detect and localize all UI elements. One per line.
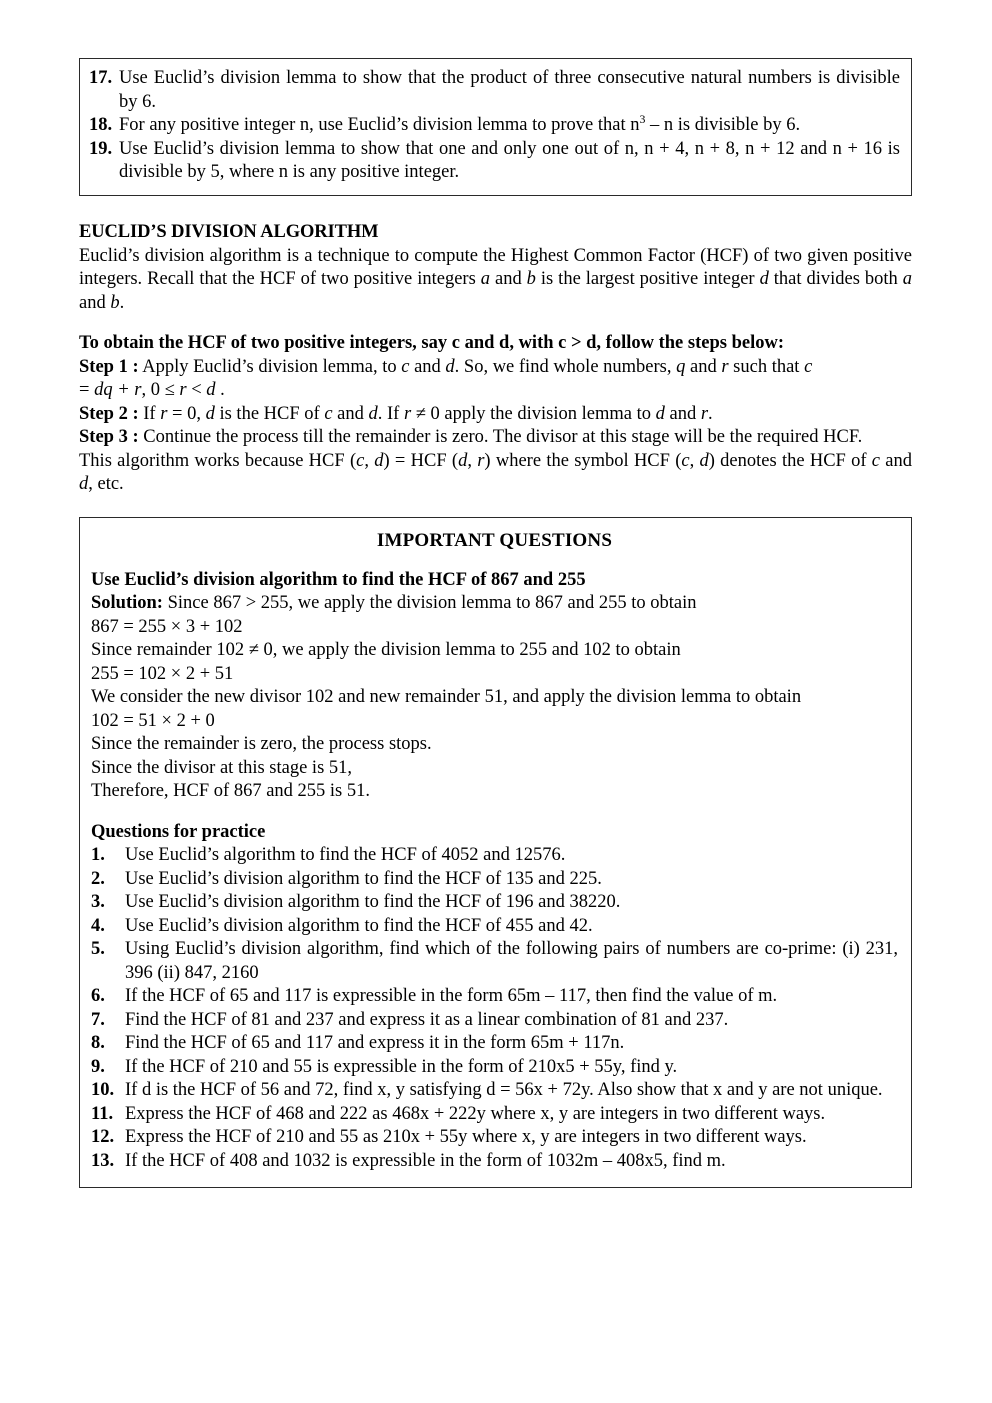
list-item bbox=[91, 1079, 898, 1103]
step-2-text: . If bbox=[377, 403, 404, 424]
var-b: b bbox=[110, 292, 120, 313]
spacer bbox=[91, 804, 898, 821]
list-item-text: Find the HCF of 65 and 117 and express it in the form 65m + 117n. bbox=[125, 1033, 625, 1053]
section-heading-euclids-division-algorithm: EUCLID’S DIVISION ALGORITHM bbox=[79, 221, 379, 242]
list-item bbox=[89, 111, 900, 138]
var-r: r bbox=[403, 403, 412, 424]
step-2-text: and bbox=[332, 403, 369, 424]
list-item-text: Use Euclid’s division algorithm to find the HCF of 196 and 38220. bbox=[125, 892, 621, 912]
paragraph-text: and bbox=[79, 292, 111, 313]
formula-dq-r: dq + r bbox=[94, 380, 142, 400]
step-3 bbox=[79, 426, 912, 450]
list-item bbox=[89, 138, 900, 185]
var-d: d bbox=[445, 356, 455, 377]
var-b: b bbox=[526, 269, 536, 289]
var-d: d bbox=[759, 269, 769, 289]
algorithm-closing-paragraph bbox=[79, 450, 912, 497]
practice-heading: Questions for practice bbox=[91, 821, 266, 842]
important-questions-title: IMPORTANT QUESTIONS bbox=[376, 529, 613, 551]
list-item bbox=[91, 938, 898, 985]
var-c: c bbox=[356, 450, 365, 471]
exponent: 3 bbox=[639, 111, 646, 126]
list-item-text: Express the HCF of 468 and 222 as 468x + 222y where x, y are integers in two different ways. bbox=[125, 1103, 826, 1124]
var-d: d bbox=[206, 380, 216, 400]
solution-first-line: Since 867 > 255, we apply the division lemma to 867 and 255 to obtain bbox=[162, 593, 697, 613]
step-1-text: and bbox=[685, 356, 722, 377]
worked-example-prompt: Use Euclid’s division algorithm to find the HCF of 867 and 255 bbox=[91, 569, 586, 590]
closing-text: , bbox=[467, 450, 478, 471]
closing-text: , bbox=[364, 450, 375, 471]
var-c: c bbox=[681, 450, 690, 471]
step-1-formula bbox=[79, 379, 912, 403]
list-item-text: Use Euclid’s division algorithm to find the HCF of 135 and 225. bbox=[125, 868, 602, 889]
list-item bbox=[91, 1009, 898, 1033]
var-r: r bbox=[160, 403, 168, 424]
solution-line: We consider the new divisor 102 and new remainder 51, and apply the division lemma to obtain bbox=[91, 687, 802, 707]
list-item bbox=[91, 1103, 898, 1127]
list-item-text: If the HCF of 65 and 117 is expressible in the form 65m – 117, then find the value of m. bbox=[125, 986, 778, 1006]
var-q: q bbox=[676, 356, 686, 377]
solution-line: 102 = 51 × 2 + 0 bbox=[91, 710, 215, 731]
step-1-text: . So, we find whole numbers, bbox=[454, 356, 677, 377]
var-a: a bbox=[480, 269, 491, 289]
list-item-number: 3. bbox=[91, 892, 105, 912]
var-c: c bbox=[401, 356, 410, 377]
list-item-number: 2. bbox=[91, 868, 105, 889]
paragraph-text: Euclid’s division algorithm is a technique to compute the Highest Common Factor (HCF) of two given positive integers. Recall that the HCF of two positive integers bbox=[79, 245, 912, 289]
less-than-symbol: < bbox=[186, 380, 207, 400]
step-2-label: Step 2 : bbox=[79, 403, 139, 424]
spacer bbox=[79, 315, 912, 332]
step-2-text: = 0, bbox=[167, 403, 206, 424]
var-r: r bbox=[700, 403, 709, 424]
list-item bbox=[91, 1032, 898, 1056]
list-item-text: If the HCF of 408 and 1032 is expressible in the form of 1032m – 408x5, find m. bbox=[125, 1150, 726, 1171]
less-than-or-equal-symbol: ≤ bbox=[160, 380, 180, 400]
list-item bbox=[91, 1150, 898, 1174]
steps-intro: To obtain the HCF of two positive integers, say c and d, with c > d, follow the steps below: bbox=[79, 333, 784, 353]
var-d: d bbox=[374, 450, 384, 471]
list-item bbox=[91, 868, 898, 892]
formula-prefix: = bbox=[79, 380, 95, 400]
solution-line: 867 = 255 × 3 + 102 bbox=[91, 616, 243, 637]
list-item bbox=[91, 915, 898, 939]
step-3-text: Continue the process till the remainder is zero. The divisor at this stage will be the required HCF. bbox=[138, 427, 863, 447]
list-item-number: 4. bbox=[91, 915, 105, 936]
var-d: d bbox=[655, 403, 665, 424]
paragraph-text: and bbox=[490, 269, 527, 289]
list-item-number: 6. bbox=[91, 986, 105, 1006]
var-c: c bbox=[324, 403, 333, 424]
list-item-number: 11. bbox=[91, 1103, 114, 1124]
top-questions-list bbox=[89, 67, 900, 185]
list-item bbox=[91, 1056, 898, 1080]
var-d: d bbox=[79, 474, 89, 494]
list-item-number: 18. bbox=[89, 115, 113, 135]
practice-questions-list bbox=[91, 844, 898, 1173]
list-item-number: 10. bbox=[91, 1080, 115, 1100]
var-r: r bbox=[179, 380, 187, 400]
solution-line: Therefore, HCF of 867 and 255 is 51. bbox=[91, 781, 370, 801]
list-item-text: If d is the HCF of 56 and 72, find x, y satisfying d = 56x + 72y. Also show that x and y are not unique. bbox=[125, 1080, 883, 1100]
list-item-text: Express the HCF of 210 and 55 as 210x + 55y where x, y are integers in two different ways. bbox=[125, 1127, 807, 1147]
list-item-text: Use Euclid’s division lemma to show that the product of three consecutive natural numbers is divisible by 6. bbox=[119, 68, 900, 112]
list-item-number: 8. bbox=[91, 1033, 105, 1053]
var-d: d bbox=[699, 450, 709, 471]
closing-text: , etc. bbox=[88, 474, 124, 494]
list-item-text: Use Euclid’s algorithm to find the HCF of 4052 and 12576. bbox=[125, 845, 566, 865]
list-item bbox=[91, 1126, 898, 1150]
closing-text: ) = HCF ( bbox=[383, 450, 459, 471]
list-item-number: 17. bbox=[89, 68, 113, 88]
closing-text: and bbox=[880, 450, 913, 471]
solution-line: Since the remainder is zero, the process stops. bbox=[91, 734, 432, 754]
step-2-text: If bbox=[138, 403, 161, 424]
paragraph-text: that divides both bbox=[768, 269, 903, 289]
step-1 bbox=[79, 356, 912, 380]
list-item-text-before: For any positive integer n, use Euclid’s division lemma to prove that n bbox=[119, 115, 640, 135]
step-1-text: Apply Euclid’s division lemma, to bbox=[138, 356, 402, 377]
paragraph-text: . bbox=[119, 292, 125, 313]
var-d: d bbox=[205, 403, 215, 424]
algorithm-intro-paragraph bbox=[79, 245, 912, 316]
list-item-text: Find the HCF of 81 and 237 and express it as a linear combination of 81 and 237. bbox=[125, 1009, 729, 1030]
paragraph-text: is the largest positive integer bbox=[535, 269, 760, 289]
list-item bbox=[91, 985, 898, 1009]
solution-line: Since the divisor at this stage is 51, bbox=[91, 757, 353, 778]
list-item-number: 7. bbox=[91, 1009, 105, 1030]
worked-example-solution-line bbox=[91, 592, 898, 616]
closing-text: ) denotes the HCF of bbox=[708, 450, 872, 471]
list-item-number: 5. bbox=[91, 939, 105, 959]
solution-line: 255 = 102 × 2 + 51 bbox=[91, 663, 234, 684]
var-r: r bbox=[721, 356, 729, 377]
formula-mid: , 0 bbox=[141, 380, 160, 400]
step-1-text: and bbox=[409, 356, 446, 377]
list-item-number: 13. bbox=[91, 1150, 115, 1171]
step-2-text: and bbox=[664, 403, 701, 424]
step-3-label: Step 3 : bbox=[79, 427, 139, 447]
step-1-label: Step 1 : bbox=[79, 356, 139, 377]
spacer bbox=[91, 552, 898, 563]
list-item-number: 9. bbox=[91, 1056, 105, 1077]
important-questions-box bbox=[79, 517, 912, 1189]
closing-text: ) where the symbol HCF ( bbox=[484, 450, 682, 471]
var-r: r bbox=[477, 450, 485, 471]
list-item-text: Using Euclid’s division algorithm, find which of the following pairs of numbers are co-prime: (i) 231, 396 (ii) 847, 2160 bbox=[125, 939, 898, 983]
list-item bbox=[91, 891, 898, 915]
solution-label: Solution: bbox=[91, 593, 163, 613]
step-2-text: ≠ 0 apply the division lemma to bbox=[411, 403, 656, 424]
top-questions-box bbox=[79, 58, 912, 196]
list-item bbox=[91, 844, 898, 868]
var-d: d bbox=[458, 450, 468, 471]
list-item-number: 12. bbox=[91, 1127, 115, 1147]
step-2 bbox=[79, 403, 912, 427]
list-item-text: Use Euclid’s division lemma to show that one and only one out of n, n + 4, n + 8, n + 12 and n + 16 is divisible by 5, where n is any positive integer. bbox=[119, 138, 900, 182]
closing-text: This algorithm works because HCF ( bbox=[79, 450, 357, 471]
list-item-number: 1. bbox=[91, 845, 105, 865]
var-d: d bbox=[368, 403, 378, 424]
step-1-text: such that bbox=[728, 356, 805, 377]
step-2-text: is the HCF of bbox=[214, 403, 325, 424]
list-item-text-after: – n is divisible by 6. bbox=[645, 115, 801, 135]
closing-text: , bbox=[689, 450, 700, 471]
var-c: c bbox=[871, 450, 881, 471]
var-a: a bbox=[902, 269, 912, 289]
var-c: c bbox=[804, 356, 813, 377]
step-2-text: . bbox=[708, 403, 713, 424]
solution-line: Since remainder 102 ≠ 0, we apply the division lemma to 255 and 102 to obtain bbox=[91, 640, 681, 660]
list-item-text: If the HCF of 210 and 55 is expressible in the form of 210x5 + 55y, find y. bbox=[125, 1056, 678, 1077]
list-item bbox=[89, 67, 900, 114]
formula-end: . bbox=[215, 380, 225, 400]
list-item-number: 19. bbox=[89, 138, 113, 159]
list-item-text: Use Euclid’s division algorithm to find the HCF of 455 and 42. bbox=[125, 915, 593, 936]
